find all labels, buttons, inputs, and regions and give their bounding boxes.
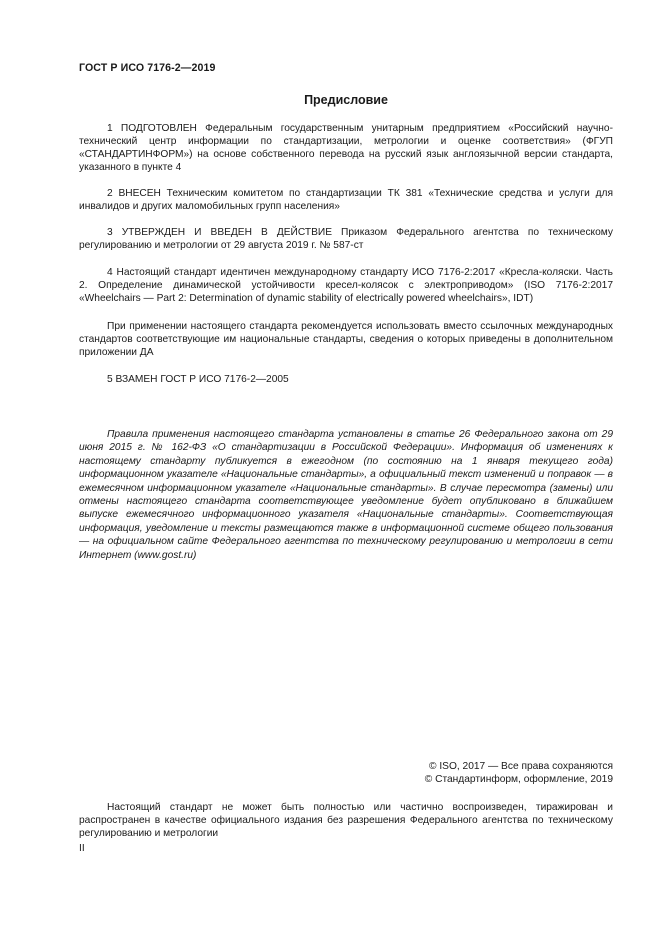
page-title: Предисловие [304, 93, 388, 107]
copyright-iso: © ISO, 2017 — Все права сохраняются [429, 761, 613, 772]
rules-of-application-text: Правила применения настоящего стандарта установлены в статье 26 Федерального закона от 29 июня 2015 г. № 162-ФЗ «О стандартизации в Российской Федерации». Информация об изменениях к настоящему стандарту публикуется в ежегодном (по состоянию на 1 января текущего года) информационном указателе «Национальные стандарты», а официальный текст изменений и поправок — в ежемесячном информационном указателе «Национальные стандарты». В случае пересмотра (замены) или отмены настоящего стандарта соответствующее уведомление будет опубликовано в ближайшем выпуске ежемесячного информационного указателя «Национальные стандарты». Соответствующая информация, уведомление и тексты размещаются также в информационной системе общего пользования — на официальном сайте Федерального агентства по техническому регулированию и метрологии в сети Интернет (www.gost.ru) [79, 429, 613, 561]
paragraph-approved: 3 УТВЕРЖДЕН И ВВЕДЕН В ДЕЙСТВИЕ Приказом Федерального агентства по техническому регулированию и метрологии от 29 августа 2019 г. № 587-ст [79, 227, 613, 251]
paragraph-identical-standard: 4 Настоящий стандарт идентичен международному стандарту ИСО 7176-2:2017 «Кресла-коляски. Часть 2. Определение динамической устойчивости кресел-колясок с электроприводом» (ISO 7176-2:2017 «Wheelchairs — Part 2: Determination of dynamic stability of electrically powered wheelchairs», IDT) [79, 267, 613, 304]
copyright-block [425, 760, 613, 786]
standard-code-header: ГОСТ Р ИСО 7176-2—2019 [79, 62, 216, 74]
reproduction-notice: Настоящий стандарт не может быть полностью или частично воспроизведен, тиражирован и распространен в качестве официального издания без разрешения Федерального агентства по техническому регулированию и метрологии [79, 802, 613, 839]
paragraph-prepared-by: 1 ПОДГОТОВЛЕН Федеральным государственным унитарным предприятием «Российский научно-технический центр информации по стандартизации, метрологии и оценке соответствия» (ФГУП «СТАНДАРТИНФОРМ») на основе собственного перевода на русский язык англоязычной версии стандарта, указанного в пункте 4 [79, 123, 613, 173]
paragraph-replaces: 5 ВЗАМЕН ГОСТ Р ИСО 7176-2—2005 [107, 374, 289, 385]
paragraph-submitted-by: 2 ВНЕСЕН Техническим комитетом по стандартизации ТК 381 «Технические средства и услуги для инвалидов и других маломобильных групп населения» [79, 188, 613, 212]
paragraph-reference-note: При применении настоящего стандарта рекомендуется использовать вместо ссылочных международных стандартов соответствующие им национальные стандарты, сведения о которых приведены в дополнительном приложении ДА [79, 321, 613, 358]
copyright-standartinform: © Стандартинформ, оформление, 2019 [424, 774, 613, 785]
page-number: II [79, 843, 85, 854]
